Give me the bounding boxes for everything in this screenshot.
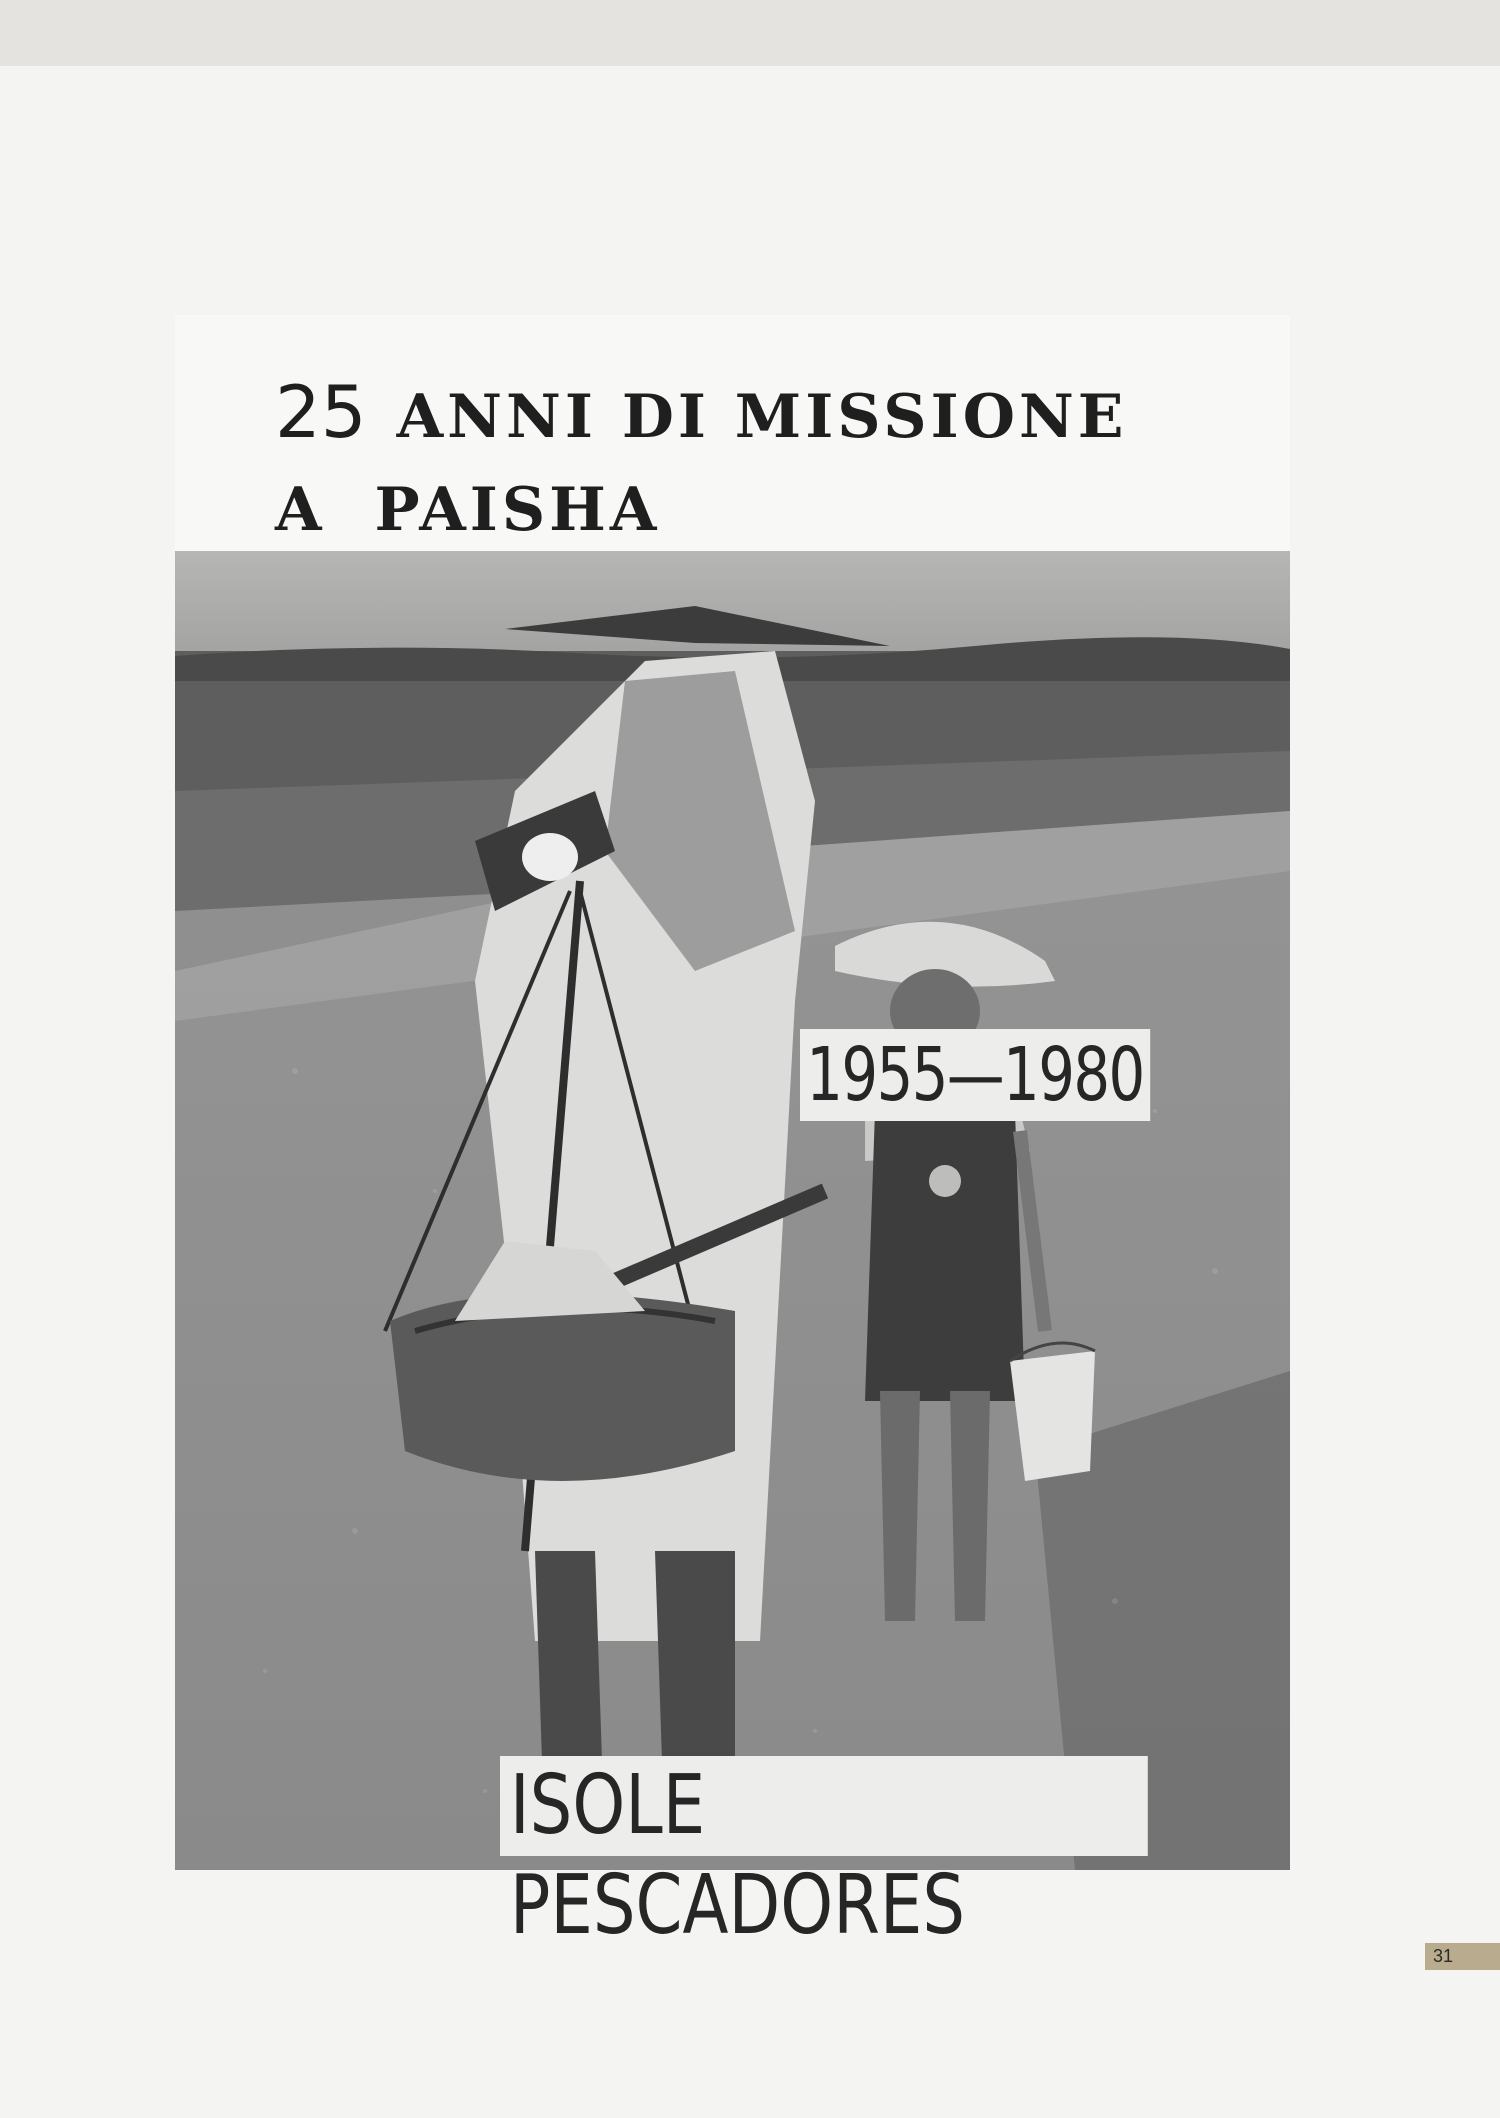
cover-title-line-1 (275, 370, 1128, 454)
cover-title-number: 25 (275, 370, 367, 454)
cover-title-line-2: A PAISHA (275, 475, 661, 545)
cover-title-text: ANNI DI MISSIONE (396, 382, 1128, 452)
cover-page (175, 315, 1290, 1953)
page-number: 31 (1425, 1943, 1500, 1970)
top-band (0, 0, 1500, 66)
place-label: ISOLE PESCADORES (500, 1756, 1148, 1856)
cover-photo (175, 551, 1290, 1953)
photo-illustration (175, 551, 1290, 1870)
years-label: 1955—1980 (800, 1029, 1150, 1121)
